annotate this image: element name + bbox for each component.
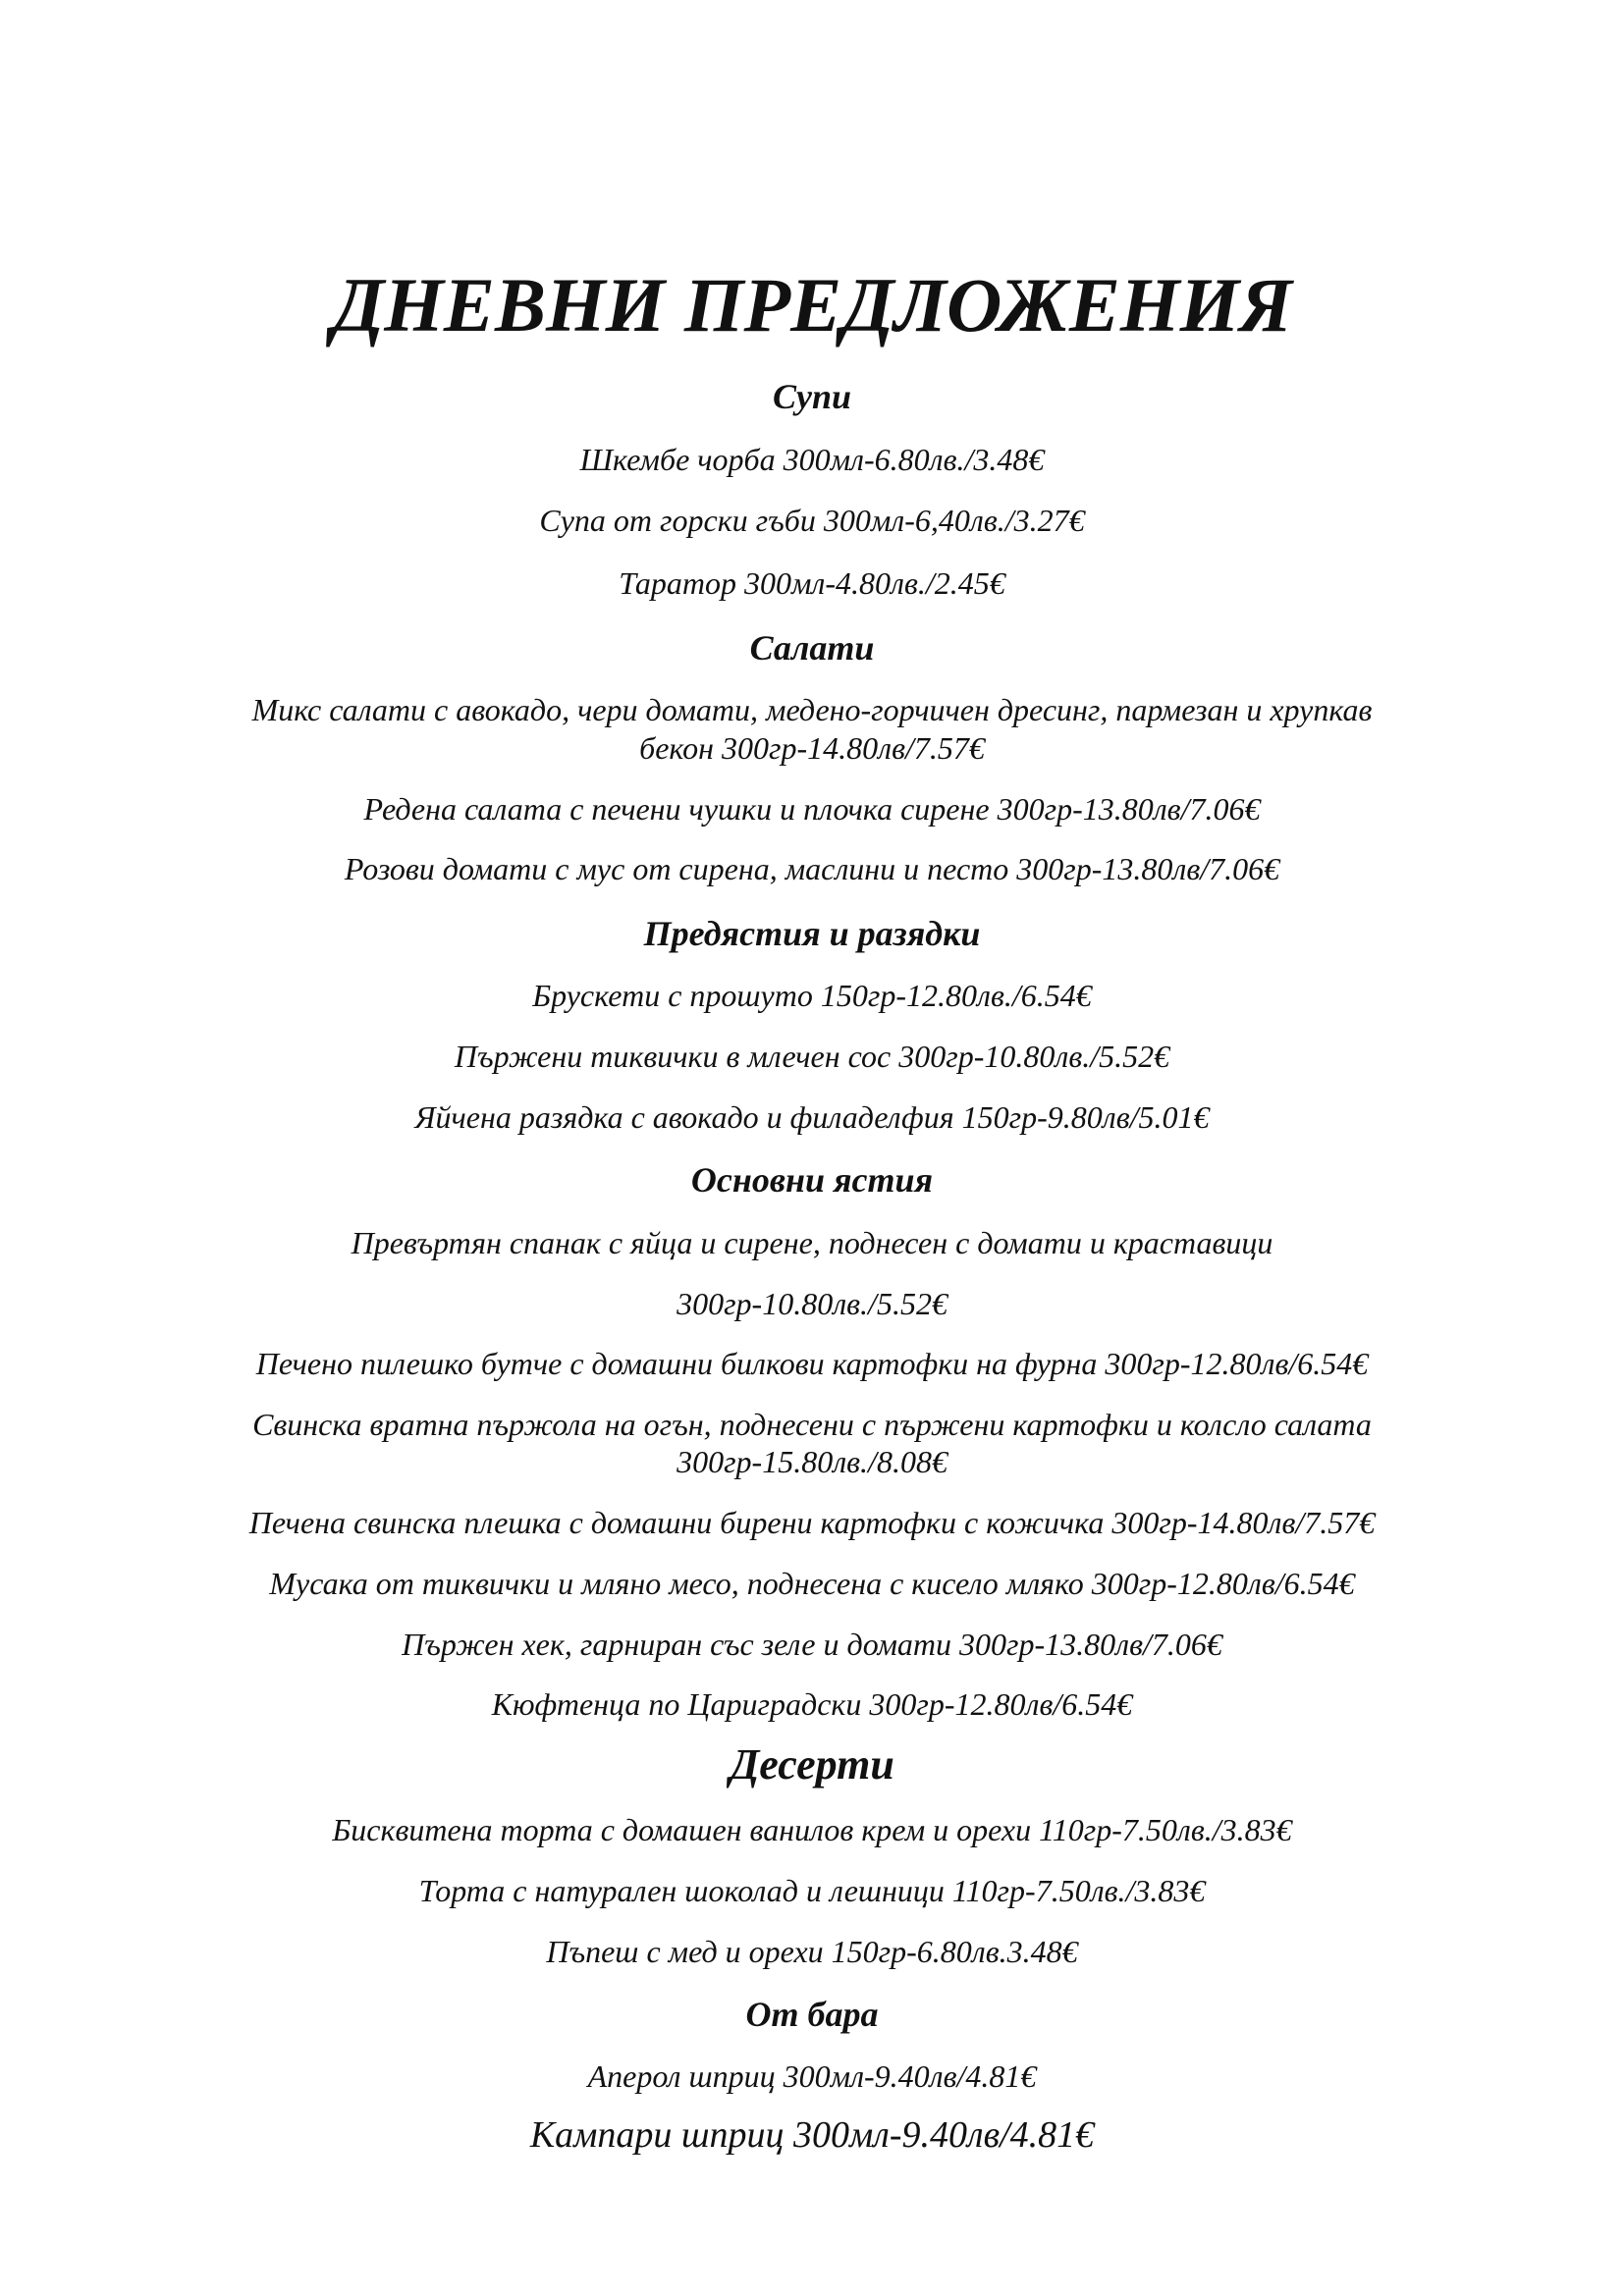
- menu-item: Бисквитена торта с домашен ванилов крем и орехи 110гр-7.50лв./3.83€: [332, 1812, 1292, 1847]
- menu-item: Брускети с прошуто 150гр-12.80лв./6.54€: [532, 978, 1092, 1013]
- menu-item: Кампари шприц 300мл-9.40лв/4.81€: [529, 2114, 1095, 2156]
- menu-item: Превъртян спанак с яйца и сирене, поднесен с домати и краставици: [351, 1225, 1273, 1260]
- section-heading-starters: Предястия и разядки: [643, 914, 981, 953]
- section-heading-bar: От бара: [745, 1995, 879, 2034]
- menu-item: Таратор 300мл-4.80лв./2.45€: [619, 565, 1005, 601]
- menu-item: Пържени тиквички в млечен сос 300гр-10.80лв./5.52€: [454, 1039, 1170, 1074]
- page-title: ДНЕВНИ ПРЕДЛОЖЕНИЯ: [331, 262, 1293, 347]
- menu-item-continued: 300гр-15.80лв./8.08€: [677, 1444, 947, 1479]
- menu-item: Микс салати с авокадо, чери домати, медено-горчичен дресинг, пармезан и хрупкав: [251, 692, 1373, 727]
- menu-item: Мусака от тиквички и мляно месо, поднесена с кисело мляко 300гр-12.80лв/6.54€: [269, 1566, 1355, 1601]
- menu-item-continued: бекон 300гр-14.80лв/7.57€: [639, 730, 985, 766]
- menu-item: Розови домати с мус от сирена, маслини и песто 300гр-13.80лв/7.06€: [344, 851, 1280, 886]
- menu-item: Печено пилешко бутче с домашни билкови картофки на фурна 300гр-12.80лв/6.54€: [255, 1346, 1369, 1381]
- menu-item: Шкембе чорба 300мл-6.80лв./3.48€: [579, 442, 1045, 477]
- menu-item: Редена салата с печени чушки и плочка сирене 300гр-13.80лв/7.06€: [363, 791, 1261, 827]
- menu-item: Аперол шприц 300мл-9.40лв/4.81€: [587, 2058, 1037, 2094]
- section-heading-salads: Салати: [749, 628, 875, 667]
- menu-item: Свинска вратна пържола на огън, поднесени с пържени картофки и колсло салата: [252, 1407, 1372, 1442]
- menu-item: Торта с натурален шоколад и лешници 110гр-7.50лв./3.83€: [418, 1873, 1206, 1908]
- menu-item: Пъпеш с мед и орехи 150гр-6.80лв.3.48€: [546, 1934, 1078, 1969]
- menu-item: Пържен хек, гарниран със зеле и домати 300гр-13.80лв/7.06€: [402, 1627, 1222, 1662]
- menu-item: Супа от горски гъби 300мл-6,40лв./3.27€: [539, 503, 1085, 538]
- section-heading-desserts: Десерти: [730, 1740, 894, 1789]
- section-heading-mains: Основни ястия: [690, 1160, 934, 1200]
- menu-item: Яйчена разядка с авокадо и филаделфия 150гр-9.80лв/5.01€: [414, 1099, 1210, 1135]
- section-heading-soups: Супи: [772, 377, 852, 416]
- menu-item: Кюфтенца по Цариградски 300гр-12.80лв/6.54€: [491, 1686, 1133, 1722]
- menu-item-continued: 300гр-10.80лв./5.52€: [677, 1286, 947, 1321]
- menu-item: Печена свинска плешка с домашни бирени картофки с кожичка 300гр-14.80лв/7.57€: [248, 1505, 1376, 1540]
